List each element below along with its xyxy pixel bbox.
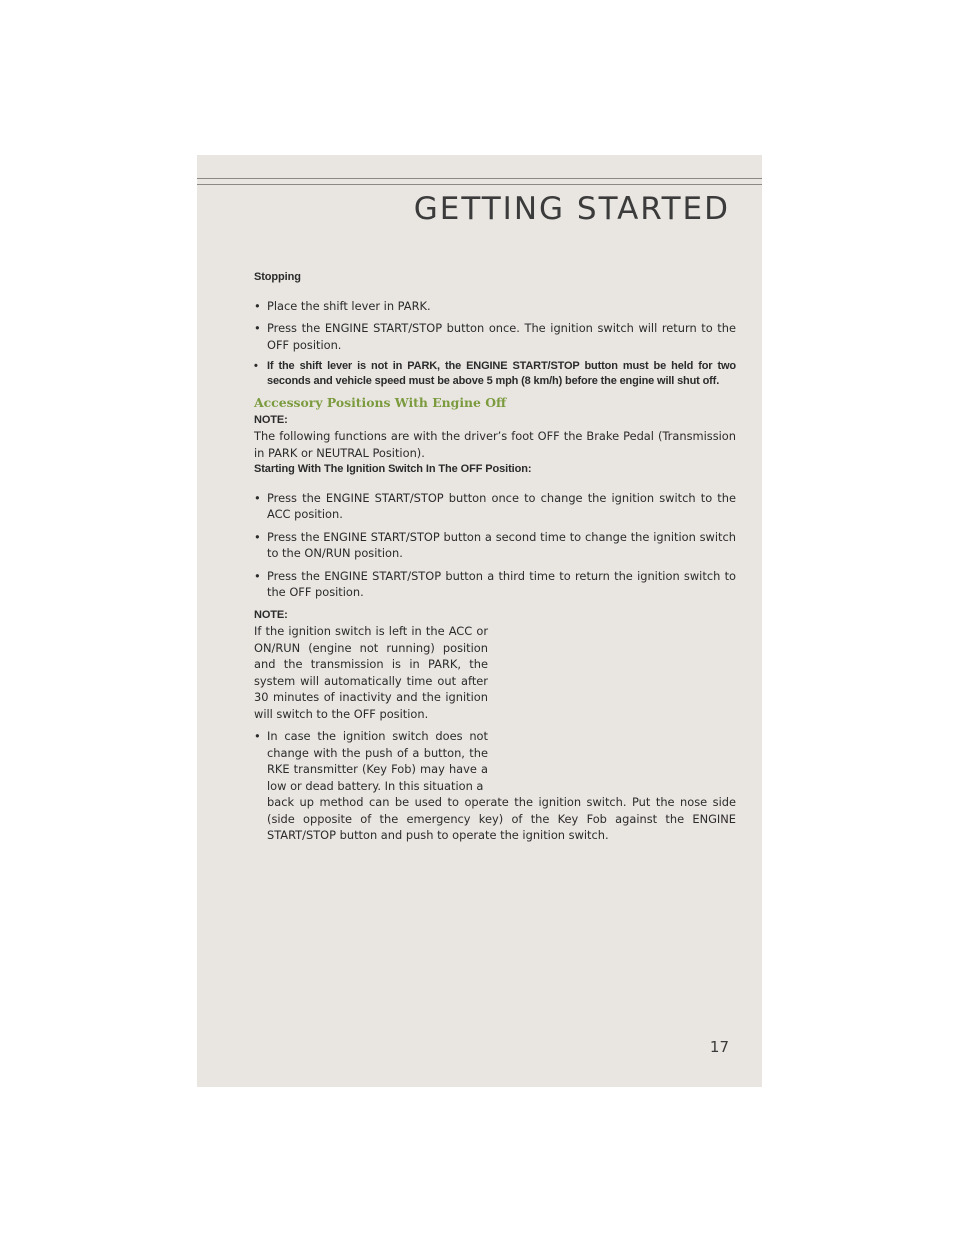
list-item-text: In case the ignition switch does not change with the push of a button, the RKE transmitter (Key Fob) may have a low or dead battery. In this situation a	[267, 729, 488, 793]
header-rule-bottom	[197, 184, 762, 185]
bullet-icon: •	[254, 321, 261, 335]
section-title: GETTING STARTED	[413, 191, 730, 227]
warning-item	[254, 359, 736, 389]
list-item-text: Press the ENGINE START/STOP button a third time to return the ignition switch to the OFF position.	[267, 568, 736, 599]
list-item	[254, 568, 736, 601]
list-item	[254, 320, 736, 353]
bullet-icon: •	[254, 729, 261, 743]
note-label: NOTE:	[254, 413, 288, 426]
bullet-icon: •	[254, 529, 261, 544]
list-item-text: Press the ENGINE START/STOP button once. The ignition switch will return to the OFF position.	[267, 321, 736, 352]
bullet-icon: •	[254, 298, 261, 313]
list-item-text: Press the ENGINE START/STOP button once to change the ignition switch to the ACC position.	[267, 490, 736, 521]
note2-text: If the ignition switch is left in the ACC or ON/RUN (engine not running) position and the transmission is in PARK, the system will automatically time out after 30 minutes of inactivity and the ignition will switch to the OFF position.	[254, 624, 488, 721]
header-rule-top	[197, 178, 762, 179]
bullet-icon: •	[254, 490, 261, 505]
list-item-text: Press the ENGINE START/STOP button a second time to change the ignition switch to the ON/RUN position.	[267, 529, 736, 560]
note2-label: NOTE:	[254, 608, 288, 621]
accessory-heading: Accessory Positions With Engine Off	[254, 395, 507, 410]
list-item-text-continued: back up method can be used to operate the ignition switch. Put the nose side (side opposite of the emergency key) of the Key Fob against the ENGINE START/STOP button and push to operate the ignition switch.	[267, 795, 736, 842]
page-number: 17	[709, 1038, 729, 1056]
bullet-icon: •	[254, 568, 261, 583]
note-text: The following functions are with the driver’s foot OFF the Brake Pedal (Transmission in PARK or NEUTRAL Position).	[254, 429, 736, 460]
list-item-text: Place the shift lever in PARK.	[267, 298, 431, 313]
stopping-heading: Stopping	[254, 271, 301, 283]
bullet-icon: •	[254, 360, 258, 372]
warning-text: If the shift lever is not in PARK, the ENGINE START/STOP button must be held for two seconds and vehicle speed must be above 5 mph (8 km/h) before the engine will shut off.	[267, 360, 736, 387]
manual-page	[197, 155, 762, 1087]
ignition-off-subheading: Starting With The Ignition Switch In The OFF Position:	[254, 463, 532, 475]
list-item	[254, 490, 736, 523]
list-item	[254, 298, 736, 315]
page-content	[254, 269, 736, 850]
list-item	[254, 728, 736, 844]
list-item	[254, 529, 736, 562]
